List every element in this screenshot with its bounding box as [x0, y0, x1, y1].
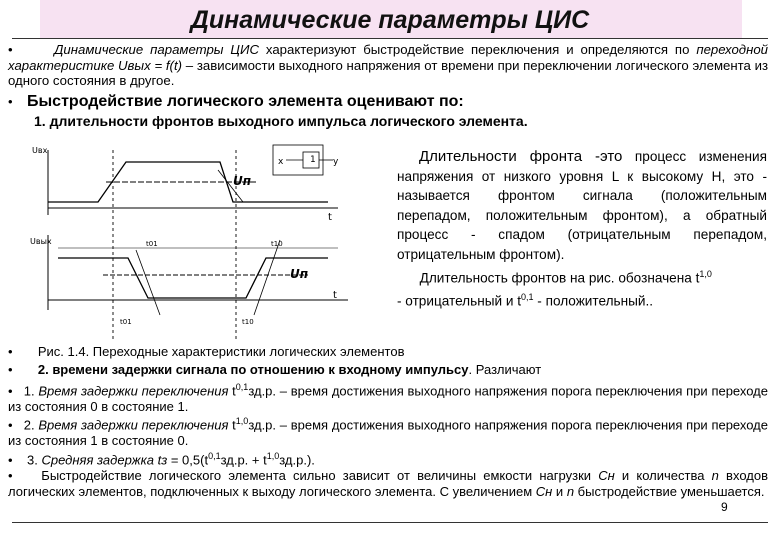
bullet: •	[8, 452, 13, 468]
bullet: •	[8, 94, 13, 109]
capacity-c: входов логических элементов, подключенных к выходу логического элемента. С увеличением	[8, 468, 768, 499]
delay-3-term: Средняя задержка tз	[41, 452, 168, 468]
output-pulse	[58, 258, 328, 298]
t10-label: t10	[271, 240, 283, 248]
delay-2-text: зд.р. – время достижения выходного напряжения порога переключения при переходе из состояния 1 в состояние 0.	[8, 417, 768, 448]
delay-3-c: зд.р.).	[279, 452, 315, 468]
delay-1	[8, 380, 768, 414]
delay-2	[8, 414, 768, 448]
speed-heading: Быстродействие логического элемента оценивают по:	[27, 93, 464, 110]
bullet: •	[8, 417, 13, 433]
intro-text-end: – зависимости выходного напряжения от времени при переключении логического элемента из одного состояния в другое.	[8, 57, 769, 88]
delay-1-term: Время задержки переключения	[38, 383, 229, 399]
front-body: процесс изменения напряжения от низкого уровня L к высокому Н, это - называется фронтом сигнала (положительным перепадом, положительным фронтом), а обратный процесс - спадом (отрицательным перепадом, отрицательным фронтом).	[397, 149, 767, 262]
transition-figure	[28, 140, 393, 340]
front-duration: Длительность фронтов на рис. обозначена t	[419, 270, 700, 286]
t01-label: t01	[146, 240, 158, 248]
capacity-d: и	[552, 483, 567, 499]
intro-formula: переходной характеристике Uвых = f(t)	[8, 42, 769, 73]
capacity-a: Быстродействие логического элемента сильно зависит от величины емкости нагрузки	[41, 468, 599, 483]
capacity-cn: Сн	[598, 468, 615, 483]
capacity-e: быстродействие уменьшается.	[574, 483, 765, 499]
delay-3-b: зд.р. + t	[220, 452, 267, 468]
speed-heading-row	[8, 93, 464, 111]
item-2-tail: . Различают	[468, 362, 542, 377]
front-negative: - отрицательный и t	[397, 293, 521, 309]
bullet: •	[8, 362, 13, 377]
delay-1-sup: 0,1	[235, 382, 249, 392]
delay-2-num: 2.	[23, 417, 39, 433]
delay-3-sup-2: 1,0	[266, 451, 280, 461]
item-1: 1. длительности фронтов выходного импульса логического элемента.	[34, 113, 528, 129]
intro-text: характеризуют быстродействие переключения и определяются по	[258, 42, 697, 57]
bottom-divider	[12, 522, 768, 523]
page-title: Динамические параметры ЦИС	[190, 6, 590, 34]
delay-3	[8, 449, 768, 468]
figure-caption: Рис. 1.4. Переходные характеристики логических элементов	[37, 344, 405, 359]
delay-2-t: t	[228, 417, 236, 433]
delay-3-a: = 0,5(t	[167, 452, 209, 468]
top-t-label: t	[328, 212, 332, 223]
bullet: •	[8, 344, 13, 359]
un-label-bottom: Uп	[290, 267, 309, 281]
delay-3-sup-1: 0,1	[208, 451, 221, 461]
front-description	[397, 147, 767, 311]
bullet: •	[8, 42, 13, 57]
capacity-n-2: n	[566, 483, 575, 499]
gate-y: y	[333, 157, 339, 167]
uvyx-label: Uвых	[30, 237, 52, 246]
gate-x: x	[278, 157, 284, 167]
delay-1-t: t	[228, 383, 236, 399]
front-sup-2: 0,1	[520, 291, 534, 302]
gate-one: 1	[310, 155, 316, 165]
item-2-row	[8, 362, 768, 378]
un-label-top: Uп	[233, 174, 252, 188]
intro-paragraph	[8, 42, 768, 89]
t01-delay-label: t01	[120, 318, 132, 326]
capacity-n: n	[711, 468, 719, 483]
caption-row	[8, 344, 768, 360]
capacity-paragraph	[8, 468, 768, 499]
t10-delay-label: t10	[242, 318, 254, 326]
delay-1-num: 1.	[23, 383, 39, 399]
bullet: •	[8, 468, 13, 483]
capacity-cn-2: Сн	[535, 483, 553, 499]
front-positive: - положительный..	[533, 293, 654, 309]
capacity-b: и количества	[614, 468, 712, 483]
intro-term: Динамические параметры ЦИС	[54, 42, 259, 57]
uvx-label: Uвх	[32, 146, 48, 155]
delay-2-sup: 1,0	[235, 416, 249, 426]
front-lead: Длительности фронта -это	[419, 148, 623, 165]
bottom-t-label: t	[333, 290, 337, 301]
delay-3-num: 3.	[27, 452, 42, 468]
item-2: 2. времени задержки сигнала по отношению к входному импульсу	[37, 362, 469, 377]
title-divider	[12, 38, 768, 39]
delay-2-term: Время задержки переключения	[38, 417, 229, 433]
tangent-2	[254, 240, 280, 315]
front-sup-1: 1,0	[699, 268, 712, 279]
bullet: •	[8, 383, 13, 399]
delay-1-text: зд.р. – время достижения выходного напряжения порога переключения при переходе из состояния 0 в состояние 1.	[8, 383, 768, 414]
page-number: 9	[721, 500, 728, 514]
